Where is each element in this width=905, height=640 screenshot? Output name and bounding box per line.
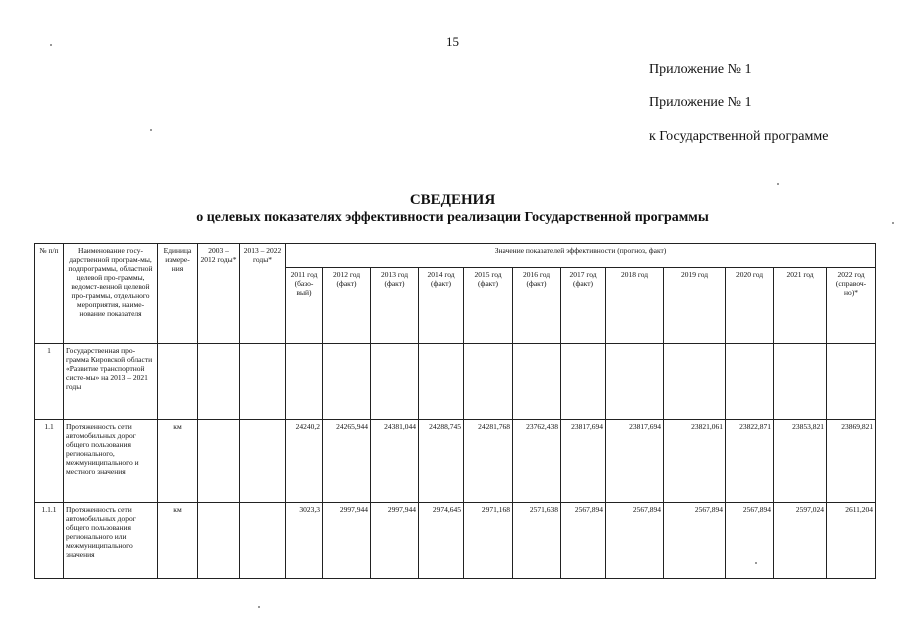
row-value: 2567,894 xyxy=(664,503,726,579)
scan-speck xyxy=(777,183,779,185)
row-value: 2997,944 xyxy=(371,503,419,579)
header-year: 2021 год xyxy=(774,268,827,344)
scan-speck xyxy=(258,606,260,608)
header-year: 2018 год xyxy=(606,268,664,344)
row-period-2 xyxy=(240,420,286,503)
row-period-1 xyxy=(198,420,240,503)
header-year: 2016 год (факт) xyxy=(513,268,561,344)
row-value xyxy=(561,344,606,420)
row-num: 1.1 xyxy=(35,420,64,503)
row-value xyxy=(464,344,513,420)
header-unit: Единица измере-ния xyxy=(158,244,198,344)
row-value xyxy=(513,344,561,420)
title-main: СВЕДЕНИЯ xyxy=(409,192,496,208)
row-value: 2571,638 xyxy=(513,503,561,579)
header-row-1 xyxy=(35,244,876,268)
row-value: 2567,894 xyxy=(606,503,664,579)
title-subtitle: о целевых показателях эффективности реализации Государственной программы xyxy=(196,210,709,225)
table-row xyxy=(35,420,876,503)
row-value: 23817,694 xyxy=(606,420,664,503)
row-num: 1 xyxy=(35,344,64,420)
scan-speck xyxy=(892,222,894,224)
header-year: 2011 год (базо-вый) xyxy=(286,268,323,344)
header-year: 2020 год xyxy=(726,268,774,344)
header-year: 2022 год (справоч-но)* xyxy=(827,268,876,344)
scan-speck xyxy=(150,129,152,131)
document-title xyxy=(0,192,905,226)
row-value: 23817,694 xyxy=(561,420,606,503)
header-values-group: Значение показателей эффективности (прогноз, факт) xyxy=(286,244,876,268)
appendix-line-3: к Государственной программе xyxy=(649,129,829,144)
row-unit: км xyxy=(158,420,198,503)
header-name: Наименование госу-дарственной програм-мы, подпрограммы, областной целевой про-граммы, ведомст-венной целевой про-граммы, отдельного мероприятия, наиме-нование показателя xyxy=(64,244,158,344)
row-name: Протяженность сети автомобильных дорог общего пользования регионального или межмуниципального значения xyxy=(64,503,158,579)
row-value xyxy=(606,344,664,420)
row-unit xyxy=(158,344,198,420)
row-value: 23822,871 xyxy=(726,420,774,503)
row-value xyxy=(419,344,464,420)
table-row xyxy=(35,503,876,579)
row-period-2 xyxy=(240,503,286,579)
header-period-2013-2022: 2013 – 2022 годы* xyxy=(240,244,286,344)
row-value: 24265,944 xyxy=(323,420,371,503)
row-value xyxy=(827,344,876,420)
row-value: 2597,024 xyxy=(774,503,827,579)
scan-speck xyxy=(50,44,52,46)
header-year: 2013 год (факт) xyxy=(371,268,419,344)
row-unit: км xyxy=(158,503,198,579)
row-value xyxy=(774,344,827,420)
row-value: 24281,768 xyxy=(464,420,513,503)
appendix-line-2: Приложение № 1 xyxy=(649,95,752,110)
header-num: № п/п xyxy=(35,244,64,344)
row-num: 1.1.1 xyxy=(35,503,64,579)
row-value: 2997,944 xyxy=(323,503,371,579)
row-value: 23762,438 xyxy=(513,420,561,503)
header-year: 2017 год (факт) xyxy=(561,268,606,344)
row-value xyxy=(726,344,774,420)
row-value xyxy=(371,344,419,420)
header-year: 2019 год xyxy=(664,268,726,344)
header-year: 2015 год (факт) xyxy=(464,268,513,344)
header-year: 2012 год (факт) xyxy=(323,268,371,344)
row-value: 24240,2 xyxy=(286,420,323,503)
row-value: 2567,894 xyxy=(561,503,606,579)
row-value: 23869,821 xyxy=(827,420,876,503)
scan-speck xyxy=(755,562,757,564)
table-row xyxy=(35,344,876,420)
row-value xyxy=(664,344,726,420)
row-value: 24381,044 xyxy=(371,420,419,503)
row-period-1 xyxy=(198,503,240,579)
page-number: 15 xyxy=(446,34,459,49)
indicators-table xyxy=(34,243,876,579)
appendix-line-1: Приложение № 1 xyxy=(649,62,752,77)
row-period-1 xyxy=(198,344,240,420)
row-value: 23853,821 xyxy=(774,420,827,503)
row-value xyxy=(286,344,323,420)
row-value: 2611,204 xyxy=(827,503,876,579)
row-value: 2971,168 xyxy=(464,503,513,579)
row-period-2 xyxy=(240,344,286,420)
row-name: Государственная про-грамма Кировской области «Развитие транспортной систе-мы» на 2013 – 2021 годы xyxy=(64,344,158,420)
row-value xyxy=(323,344,371,420)
row-value: 23821,061 xyxy=(664,420,726,503)
row-name: Протяженность сети автомобильных дорог общего пользования регионального, межмуниципального и местного значения xyxy=(64,420,158,503)
header-period-2003-2012: 2003 – 2012 годы* xyxy=(198,244,240,344)
row-value: 2974,645 xyxy=(419,503,464,579)
row-value: 24288,745 xyxy=(419,420,464,503)
row-value: 2567,894 xyxy=(726,503,774,579)
row-value: 3023,3 xyxy=(286,503,323,579)
header-year: 2014 год (факт) xyxy=(419,268,464,344)
